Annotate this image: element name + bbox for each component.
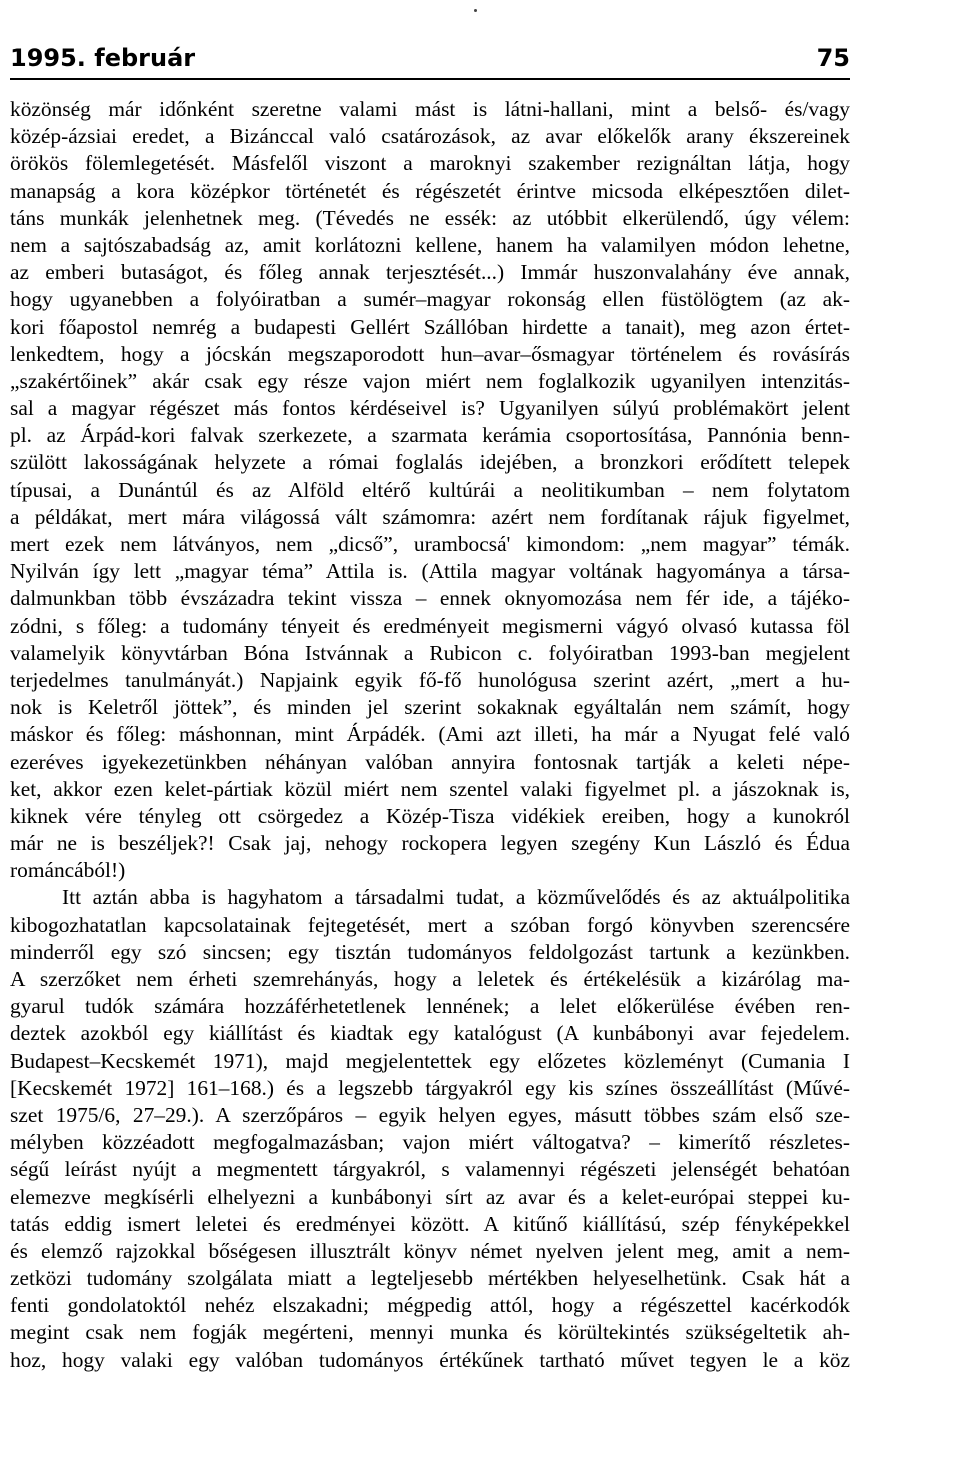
text-line: románcából!) [10, 858, 126, 883]
issue-date: 1995. február [10, 44, 196, 72]
text-line: manapság a kora középkor történetét és régészetét érintve micsoda elképesztően dilet- [10, 178, 850, 203]
text-line: már ne is beszéljek?! Csak jaj, nehogy rockopera legyen szegény Kun László és Édua [10, 831, 850, 856]
text-line: és elemző rajzokkal bőségesen illusztrált könyv német nyelven jelent meg, amit a nem- [10, 1238, 850, 1263]
text-line: zetközi tudomány szolgálata miatt a legteljesebb mértékben helyeselhetünk. Csak hát a [10, 1266, 850, 1291]
text-line: hogy ugyanebben a folyóiratban a sumér–magyar rokonság ellen füstölögtem (az ak- [10, 287, 850, 312]
text-line: A szerzőket nem érheti szemrehányás, hogy a leletek és értékelésük a kizárólag ma- [10, 967, 850, 991]
running-header [10, 38, 850, 80]
text-line: hoz, hogy valaki egy valóban tudományos értékűnek tartható művet tegyen le a köz [10, 1347, 850, 1372]
text-line: Itt aztán abba is hagyhatom a társadalmi tudat, a közművelődés és az aktuálpolitika [62, 885, 850, 910]
text-line: táns munkák jelenhetnek meg. (Tévedés ne essék: az utóbbit elkerülendő, úgy vélem: [10, 205, 850, 230]
text-line: szülött lakosságának helyzete a római foglalás idejében, a bronzkori erődített telepek [10, 450, 850, 475]
scan-speck [474, 9, 477, 12]
text-line: kibogozhatatlan kapcsolatainak fejtegetését, mert a szóban forgó könyvben szerencsére [10, 912, 850, 937]
text-line: zódni, s főleg: a tudomány tényeit és eredményeit megismerni vágyó olvasó kutassa föl [10, 613, 850, 638]
text-line: tatás eddig ismert leletei és eredményei között. A kitűnő kiállítású, szép fényképekkel [10, 1211, 850, 1236]
text-line: a példákat, mert mára világossá vált számomra: azért nem fordítanak rájuk figyelmet, [10, 504, 850, 529]
text-line: kiknek vére tényleg ott csörgedez a Közép-Tisza vidékiek ereiben, hogy a kunokról [10, 803, 850, 828]
text-line: ezeréves igyekezetünkben néhányan valóban annyira fontosnak tartják a keleti népe- [10, 749, 850, 774]
text-line: fenti gondolatoktól nehéz elszakadni; mégpedig attól, hogy a régészettel kacérkodók [10, 1293, 850, 1318]
text-line: gyarul tudók számára hozzáférhetetlenek lennének; a lelet előkerülése évében ren- [10, 994, 850, 1019]
text-line: nok is Keletről jöttek”, és minden jel szerint sokaknak egyáltalán nem számít, hogy [10, 695, 850, 720]
text-line: dalmunkban több évszázadra tekint vissza – ennek oknyomozása nem fér ide, a tájéko- [10, 586, 850, 611]
text-line: máskor és főleg: máshonnan, mint Árpádék. (Ami azt illeti, ha már a Nyugat felé való [10, 722, 850, 747]
text-line: [Kecskemét 1972] 161–168.) és a legszebb tárgyakról egy kis színes összeállítást (Művé- [10, 1075, 850, 1100]
text-line: megint csak nem fogják megérteni, mennyi munka és körültekintés szükségeltetik ah- [10, 1320, 850, 1345]
text-line: nem a sajtószabadság az, amit korlátozni kellene, hanem ha valamilyen módon lehetne, [10, 232, 850, 257]
text-line: kori főapostol nemrég a budapesti Gellért Szállóban hirdette a tanait), meg azon értet- [10, 314, 850, 339]
text-line: közép-ázsiai eredet, a Bizánccal való csatározások, az avar előkelők arany ékszereinek [10, 124, 850, 149]
text-line: terjedelmes tanulmányát.) Napjaink egyik fő-fő hunológusa szerint azért, „mert a hu- [10, 667, 850, 692]
text-line: ket, akkor ezen kelet-pártiak közül miért nem szentel valaki figyelmet pl. a jászoknak is, [10, 776, 850, 801]
text-line: mélyben közzéadott megfogalmazásban; vajon miért váltogatva? – kimerítő részletes- [10, 1130, 850, 1155]
text-line: mert ezek nem látványos, nem „dicső”, urambocsá' kimondom: „nem magyar” témák. [10, 532, 850, 556]
article-body [10, 96, 850, 1374]
text-line: típusai, a Dunántúl és az Alföld eltérő kultúrái a neolitikumban – nem folytatom [10, 477, 850, 502]
text-line: deztek azokból egy kiállítást és kiadtak egy katalógust (A kunbábonyi avar fejedelem. [10, 1021, 850, 1046]
text-line: elemezve megkísérli elhelyezni a kunbábonyi sírt az avar és a kelet-európai steppei ku- [10, 1184, 850, 1209]
text-line: az emberi butaságot, és főleg annak terjesztését...) Immár huszonvalahány éve annak, [10, 260, 850, 285]
text-line: örökös fölemlegetését. Másfelől viszont a maroknyi szakember rezignáltan látja, hogy [10, 151, 850, 176]
text-line: sal a magyar régészet más fontos kérdéseivel is? Ugyanilyen súlyú problémakört jelent [10, 396, 850, 421]
text-line: „szakértőinek” akár csak egy része vajon miért nem foglalkozik ugyanilyen intenzitás- [10, 368, 850, 393]
text-line: valamelyik könyvtárban Bóna Istvánnak a Rubicon c. folyóiratban 1993-ban megjelent [10, 640, 850, 665]
text-line: minderről egy szó sincsen; egy tisztán tudományos feldolgozást tartunk a kezünkben. [10, 939, 850, 964]
text-line: Nyilván így lett „magyar téma” Attila is. (Attila magyar voltának hagyománya a társa- [10, 559, 850, 584]
page-number: 75 [816, 44, 850, 72]
text-line: pl. az Árpád-kori falvak szerkezete, a szarmata kerámia csoportosítása, Pannónia benn- [10, 423, 850, 448]
text-line: Budapest–Kecskemét 1971), majd megjelentettek egy előzetes közleményt (Cumania I [10, 1048, 850, 1073]
text-line: lenkedtem, hogy a jócskán megszaporodott hun–avar–ősmagyar történelem és rovásírás [10, 341, 850, 366]
text-line: közönség már időnként szeretne valami mást is látni-hallani, mint a belső- és/vagy [10, 97, 850, 121]
text-line: szet 1975/6, 27–29.). A szerzőpáros – egyik helyen egyes, másutt többes szám első sze- [10, 1102, 850, 1127]
text-line: ségű leírást nyújt a megmentett tárgyakról, s valamennyi régészeti jelenségét behatóan [10, 1157, 850, 1182]
